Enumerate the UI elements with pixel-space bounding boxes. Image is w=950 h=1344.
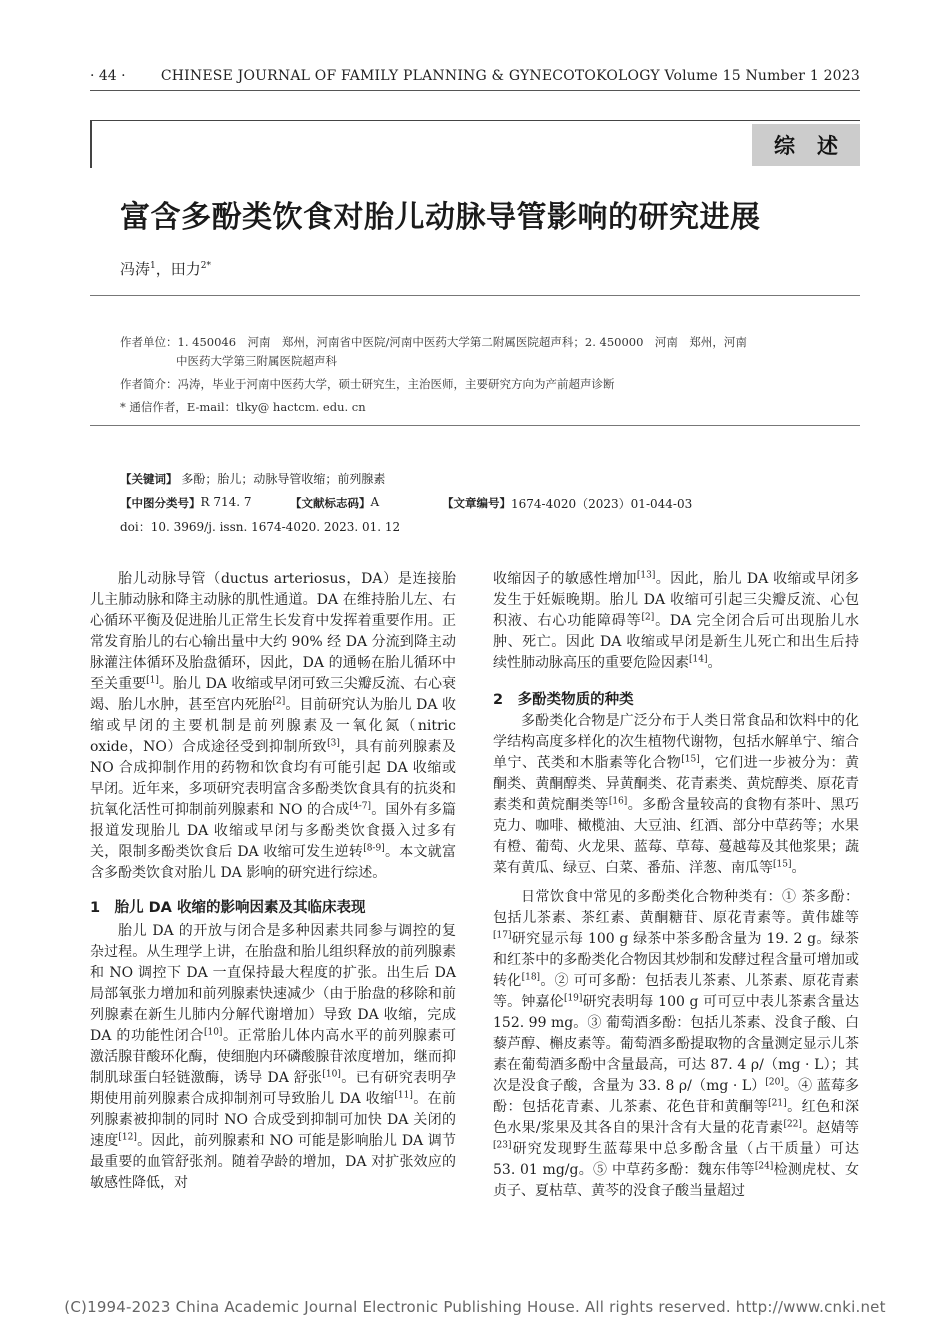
divider bbox=[90, 295, 860, 296]
classification-line bbox=[120, 495, 693, 513]
paragraph: 收缩因子的敏感性增加[13]。因此，胎儿 DA 收缩或早闭多发生于妊娠晚期。胎儿 DA 收缩可引起三尖瓣反流、心包积液、右心功能障碍等[2]。DA 完全闭合后可出现胎儿水肿、死亡。因此 DA 收缩或早闭是新生儿死亡和出生后持续性肺动脉高压的重要危险因素[14]。 bbox=[493, 570, 859, 671]
paragraph: 胎儿动脉导管（ductus arteriosus，DA）是连接胎儿主肺动脉和降主动脉的肌性通道。DA 在维持胎儿左、右心循环平衡及促进胎儿正常生长发育中发挥着重要作用。正常发育胎儿的右心输出量中大约 90% 经 DA 分流到降主动脉灌注体循环及胎盘循环，因此，DA 的通畅在胎儿循环中至关重要[1]。胎儿 DA 收缩或早闭可致三尖瓣反流、右心衰竭、胎儿水肿，甚至宫内死胎[2]。目前研究认为胎儿 DA 收缩或早闭的主要机制是前列腺素及一氧化氮（nitric oxide，NO）合成途径受到抑制所致[3]，具有前列腺素及 NO 合成抑制作用的药物和饮食均有可能引起 DA 收缩或早闭。近年来，多项研究表明富含多酚类饮食具有的抗炎和抗氧化活性可抑制前列腺素和 NO 的合成[4-7]。国外有多篇报道发现胎儿 DA 收缩或早闭与多酚类饮食摄入过多有关，限制多酚类饮食后 DA 收缩可发生逆转[8-9]。本文就富含多酚类饮食对胎儿 DA 影响的研究进行综述。 bbox=[90, 571, 457, 881]
section-label: 综述 bbox=[752, 124, 860, 166]
author-affiliation-mark: 1 bbox=[150, 261, 156, 271]
header-rule bbox=[90, 90, 860, 91]
affiliation-line: 作者单位：1. 450046 河南 郑州，河南省中医院/河南中医药大学第二附属医院超声科；2. 450000 河南 郑州，河南 bbox=[120, 335, 747, 349]
keywords-value: 多酚；胎儿；动脉导管收缩；前列腺素 bbox=[181, 472, 386, 486]
citation-ref: [8-9] bbox=[363, 843, 385, 854]
citation-ref: [15] bbox=[681, 754, 700, 765]
citation-ref: [10] bbox=[203, 1027, 223, 1038]
section-frame-top bbox=[90, 120, 860, 121]
citation-ref: [11] bbox=[394, 1090, 413, 1101]
citation-ref: [4-7] bbox=[349, 801, 372, 812]
paragraph: 胎儿 DA 的开放与闭合是多种因素共同参与调控的复杂过程。从生理学上讲，在胎盘和胎儿组织释放的前列腺素和 NO 调控下 DA 一直保持最大程度的扩张。出生后 DA 局部氧张力增加和前列腺素快速减少（由于胎盘的移除和前列腺素在新生儿肺内分解代谢增加）导致 DA 收缩，完成 DA 的功能性闭合[10]。正常胎儿体内高水平的前列腺素可激活腺苷酸环化酶，使细胞内环磷酸腺苷浓度增加，继而抑制肌球蛋白轻链激酶，诱导 DA 舒张[10]。已有研究表明孕期使用前列腺素合成抑制剂可导致胎儿 DA 收缩[11]。在前列腺素被抑制的同时 NO 合成受到抑制可加快 DA 关闭的速度[12]。因此，前列腺素和 NO 可能是影响胎儿 DA 调节最重要的血管舒张剂。随着孕龄的增加，DA 对扩张效应的敏感性降低，对 bbox=[90, 923, 457, 1191]
author-separator: ， bbox=[155, 260, 171, 278]
citation-ref: [2] bbox=[641, 612, 655, 623]
keywords-label: 【关键词】 bbox=[120, 472, 178, 486]
keywords-line bbox=[120, 470, 385, 487]
journal-running-header: CHINESE JOURNAL OF FAMILY PLANNING & GYNECOTOKOLOGY Volume 15 Number 1 2023 bbox=[160, 68, 860, 84]
section-frame-left bbox=[90, 120, 92, 168]
right-column bbox=[493, 569, 859, 1202]
citation-ref: [10] bbox=[322, 1069, 341, 1080]
citation-ref: [14] bbox=[689, 654, 708, 665]
author-line bbox=[120, 258, 211, 279]
citation-ref: [13] bbox=[636, 570, 656, 581]
citation-ref: [3] bbox=[327, 738, 340, 749]
corresponding-author: * 通信作者，E-mail：tlky@ hactcm. edu. cn bbox=[120, 400, 366, 414]
citation-ref: [2] bbox=[272, 696, 286, 707]
author-name: 冯涛 bbox=[120, 260, 151, 278]
author-affiliation-mark: 2* bbox=[200, 261, 212, 271]
citation-ref: [1] bbox=[146, 675, 159, 686]
doi: doi：10. 3969/j. issn. 1674-4020. 2023. 01. 12 bbox=[120, 520, 401, 534]
article-id-value: 1674-4020（2023）01-044-03 bbox=[511, 497, 693, 511]
citation-ref: [23] bbox=[493, 1140, 512, 1151]
document-code-label: 【文献标志码】 bbox=[290, 496, 371, 510]
citation-ref: [24] bbox=[754, 1161, 774, 1172]
citation-ref: [15] bbox=[773, 859, 792, 870]
affiliation-line-continued: 中医药大学第三附属医院超声科 bbox=[176, 354, 337, 368]
citation-ref: [12] bbox=[118, 1132, 137, 1143]
section-heading: 2 多酚类物质的种类 bbox=[493, 692, 634, 708]
section-heading: 1 胎儿 DA 收缩的影响因素及其临床表现 bbox=[90, 900, 366, 916]
clc-label: 【中图分类号】 bbox=[120, 496, 201, 510]
citation-ref: [19] bbox=[563, 993, 583, 1004]
author-name: 田力 bbox=[170, 260, 201, 278]
author-bio: 作者简介：冯涛，毕业于河南中医药大学，硕士研究生，主治医师，主要研究方向为产前超声诊断 bbox=[120, 377, 615, 391]
left-column bbox=[90, 569, 456, 1194]
citation-ref: [21] bbox=[768, 1098, 787, 1109]
article-id-label: 【文章编号】 bbox=[442, 496, 511, 510]
divider bbox=[90, 425, 860, 426]
citation-ref: [18] bbox=[521, 972, 541, 983]
article-title: 富含多酚类饮食对胎儿动脉导管影响的研究进展 bbox=[120, 200, 761, 235]
clc-value: R 714. 7 bbox=[200, 495, 252, 509]
citation-ref: [16] bbox=[608, 796, 628, 807]
copyright-footer: (C)1994-2023 China Academic Journal Electronic Publishing House. All rights reserved. http://www.cnki.net bbox=[64, 1298, 886, 1316]
paragraph: 日常饮食中常见的多酚类化合物种类有：① 茶多酚：包括儿茶素、茶红素、黄酮糖苷、原花青素等。黄伟雄等[17]研究显示每 100 g 绿茶中茶多酚含量为 19. 2 g。绿茶和红茶中的多酚类化合物因其炒制和发酵过程含量可增加或转化[18]。② 可可多酚：包括表儿茶素、儿茶素、原花青素等。钟嘉伦[19]研究表明每 100 g 可可豆中表儿茶素含量达 152. 99 mg。③ 葡萄酒多酚：包括儿茶素、没食子酸、白藜芦醇、槲皮素等。葡萄酒多酚提取物的含量测定显示儿茶素在葡萄酒多酚中含量最高，可达 87. 4 ρ/（mg · L）；其次是没食子酸，含量为 33. 8 ρ/（mg · L）[20]。④ 蓝莓多酚：包括花青素、儿茶素、花色苷和黄酮等[21]。红色和深色水果/浆果及其各自的果汁含有大量的花青素[22]。赵婧等[23]研究发现野生蓝莓果中总多酚含量（占干质量）可达 53. 01 mg/g。⑤ 中草药多酚：魏东伟等[24]检测虎杖、女贞子、夏枯草、黄芩的没食子酸当量超过 bbox=[493, 889, 860, 1199]
document-code-value: A bbox=[370, 495, 380, 509]
paragraph: 多酚类化合物是广泛分布于人类日常食品和饮料中的化学结构高度多样化的次生植物代谢物，包括水解单宁、缩合单宁、芪类和木脂素等化合物[15]，它们进一步被分为：黄酮类、黄酮醇类、异黄酮类、花青素类、黄烷醇类、原花青素类和黄烷酮类等[16]。多酚含量较高的食物有茶叶、黑巧克力、咖啡、橄榄油、大豆油、红酒、部分中草药等；水果有橙、葡萄、火龙果、蓝莓、草莓、蔓越莓及其他浆果；蔬菜有黄瓜、绿豆、白菜、番茄、洋葱、南瓜等[15]。 bbox=[493, 713, 860, 876]
citation-ref: [17] bbox=[493, 930, 512, 941]
citation-ref: [20] bbox=[765, 1077, 784, 1088]
citation-ref: [22] bbox=[783, 1119, 802, 1130]
page-number: · 44 · bbox=[90, 68, 126, 84]
